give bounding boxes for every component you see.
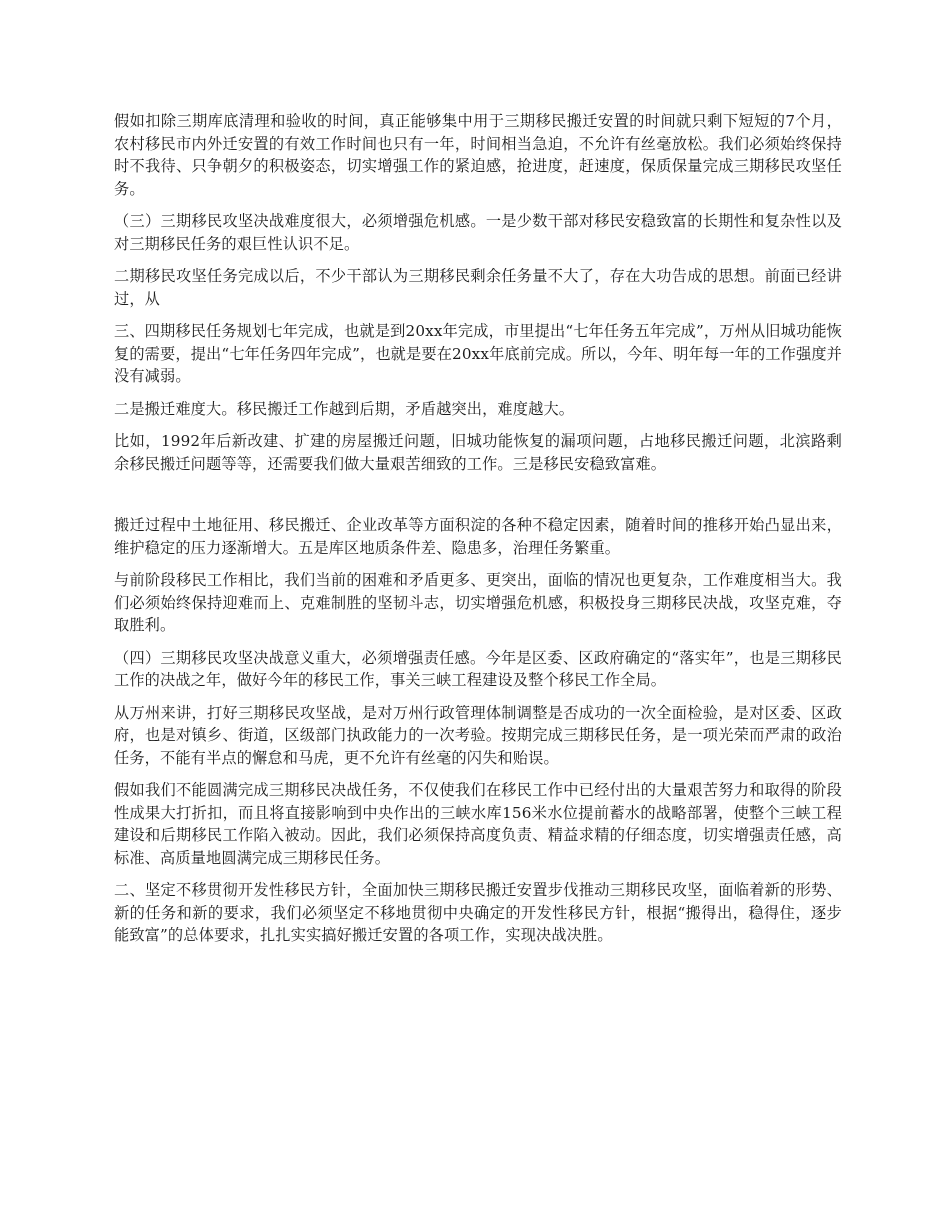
- paragraph-9: （四）三期移民攻坚决战意义重大，必须增强责任感。今年是区委、区政府确定的“落实年”，也是三期移民工作的决战之年，做好今年的移民工作，事关三峡工程建设及整个移民工作全局。: [114, 648, 842, 689]
- paragraph-3: 二期移民攻坚任务完成以后，不少干部认为三期移民剩余任务量不大了，存在大功告成的思想。前面已经讲过，从: [114, 267, 842, 308]
- paragraph-6: 比如，1992年后新改建、扩建的房屋搬迁问题，旧城功能恢复的漏项问题，占地移民搬迁问题，北滨路剩余移民搬迁问题等等，还需要我们做大量艰苦细致的工作。三是移民安稳致富难。: [114, 432, 842, 473]
- paragraph-10: 从万州来讲，打好三期移民攻坚战，是对万州行政管理体制调整是否成功的一次全面检验，是对区委、区政府，也是对镇乡、街道，区级部门执政能力的一次考验。按期完成三期移民任务，是一项光荣而严肃的政治任务，不能有半点的懈怠和马虎，更不允许有丝毫的闪失和贻误。: [114, 703, 842, 767]
- document-body: [114, 110, 842, 957]
- paragraph-2: （三）三期移民攻坚决战难度很大，必须增强危机感。一是少数干部对移民安稳致富的长期性和复杂性以及对三期移民任务的艰巨性认识不足。: [114, 212, 842, 253]
- section-gap: [114, 485, 842, 514]
- paragraph-5: 二是搬迁难度大。移民搬迁工作越到后期，矛盾越突出，难度越大。: [114, 399, 575, 418]
- paragraph-7: 搬迁过程中土地征用、移民搬迁、企业改革等方面积淀的各种不稳定因素，随着时间的推移开始凸显出来，维护稳定的压力逐渐增大。五是库区地质条件差、隐患多，治理任务繁重。: [114, 516, 842, 557]
- paragraph-8: 与前阶段移民工作相比，我们当前的困难和矛盾更多、更突出，面临的情况也更复杂，工作难度相当大。我们必须始终保持迎难而上、克难制胜的坚韧斗志，切实增强危机感，积极投身三期移民决战，攻坚克难，夺取胜利。: [114, 571, 842, 634]
- paragraph-12: 二、坚定不移贯彻开发性移民方针，全面加快三期移民搬迁安置步伐推动三期移民攻坚，面临着新的形势、新的任务和新的要求，我们必须坚定不移地贯彻中央确定的开发性移民方针，根据“搬得出，稳得住，逐步能致富”的总体要求，扎扎实实搞好搬迁安置的各项工作，实现决战决胜。: [114, 881, 842, 944]
- paragraph-11: 假如我们不能圆满完成三期移民决战任务，不仅使我们在移民工作中已经付出的大量艰苦努力和取得的阶段性成果大打折扣，而且将直接影响到中央作出的三峡水库156米水位提前蓄水的战略部署，使整个三峡工程建设和后期移民工作陷入被动。因此，我们必须保持高度负责、精益求精的仔细态度，切实增强责任感，高标准、高质量地圆满完成三期移民任务。: [114, 781, 842, 867]
- paragraph-4: 三、四期移民任务规划七年完成，也就是到20xx年完成，市里提出“七年任务五年完成”，万州从旧城功能恢复的需要，提出“七年任务四年完成”，也就是要在20xx年底前完成。所以，今年、明年每一年的工作强度并没有减弱。: [114, 322, 842, 385]
- paragraph-1: 假如扣除三期库底清理和验收的时间，真正能够集中用于三期移民搬迁安置的时间就只剩下短短的7个月，农村移民市内外迁安置的有效工作时间也只有一年，时间相当急迫，不允许有丝毫放松。我们必须始终保持时不我待、只争朝夕的积极姿态，切实增强工作的紧迫感，抢进度，赶速度，保质保量完成三期移民攻坚任务。: [114, 112, 842, 198]
